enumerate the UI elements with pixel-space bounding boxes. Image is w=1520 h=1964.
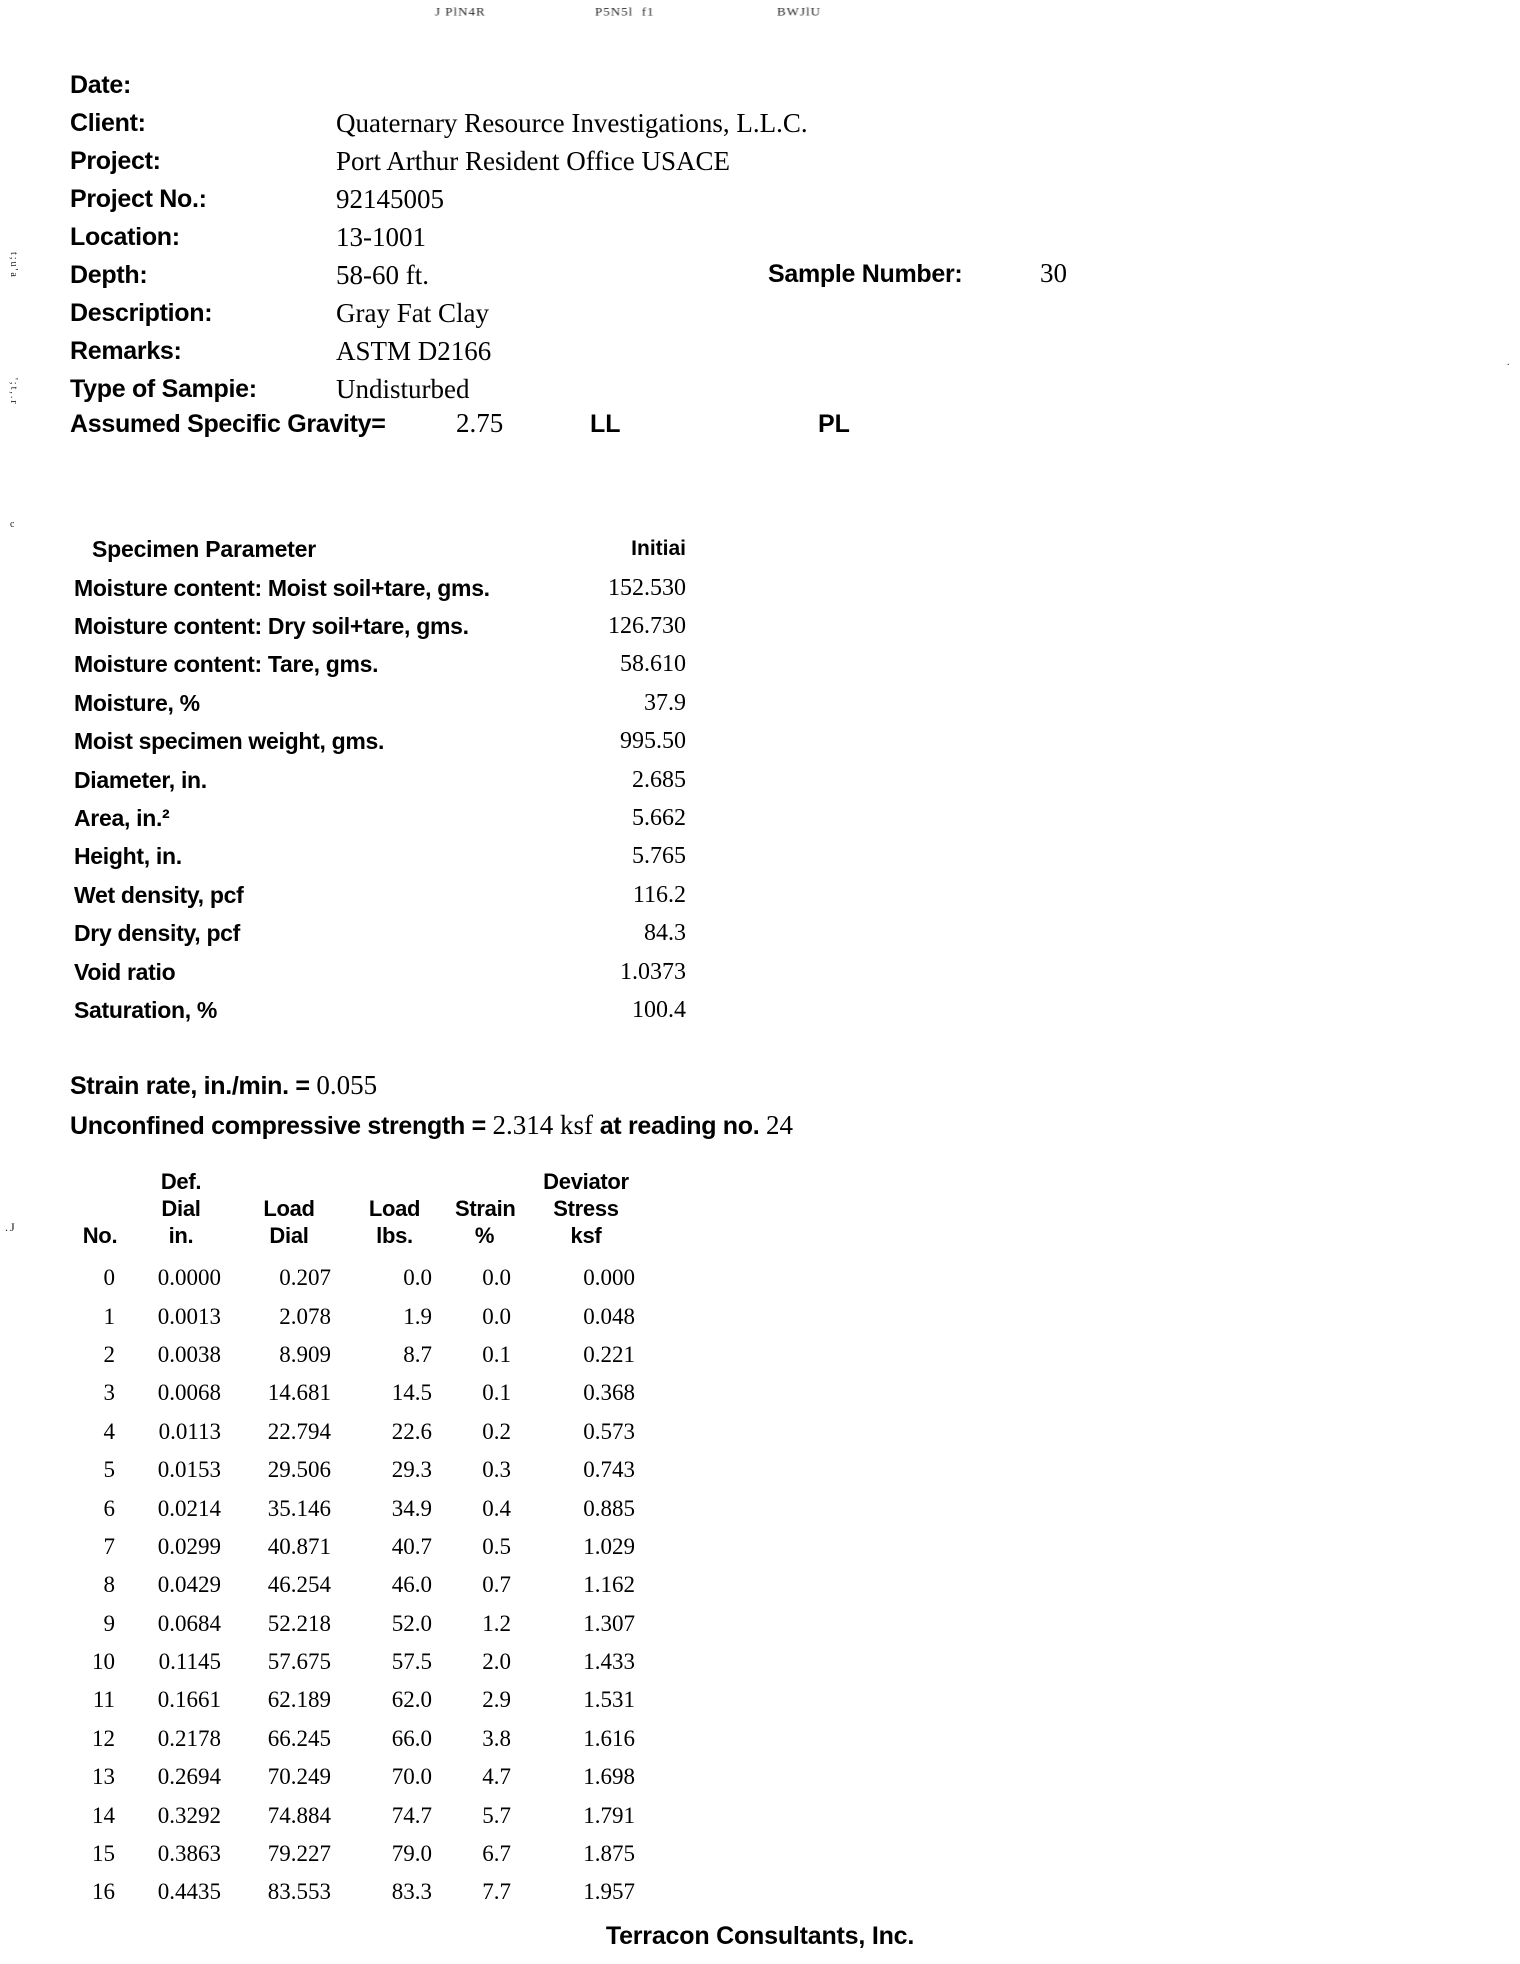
cell-strain-pct: 4.7: [482, 1764, 511, 1790]
specimen-parameter-table: [74, 529, 686, 1030]
cell-def-dial-in: 0.0153: [157, 1457, 221, 1483]
reading-number-value: 24: [766, 1110, 794, 1140]
unconfined-strength-label: Unconfined compressive strength =: [70, 1112, 493, 1140]
cell-load-lbs: 0.0: [403, 1265, 432, 1291]
cell-def-dial-in: 0.0299: [157, 1533, 221, 1559]
sample-number-value: 30: [1040, 258, 1067, 288]
cell-strain-pct: 2.9: [482, 1687, 511, 1713]
cell-load-lbs: 22.6: [391, 1418, 432, 1444]
info-row: [70, 370, 1370, 408]
cell-load-lbs: 14.5: [391, 1380, 432, 1406]
header-cell-load-dial: Load: [263, 1196, 315, 1221]
specimen-parameter-value: 5.765: [632, 843, 686, 870]
cell-load-dial: 66.245: [267, 1725, 331, 1751]
specimen-parameter-label: Moisture content: Moist soil+tare, gms.: [74, 574, 490, 601]
cell-def-dial-in: 0.0068: [157, 1380, 221, 1406]
cell-load-lbs: 40.7: [391, 1533, 432, 1559]
cell-deviator-stress-ksf: 1.307: [583, 1610, 635, 1636]
cell-deviator-stress-ksf: 0.743: [583, 1457, 635, 1483]
info-row-label: Type of Sampie:: [70, 374, 257, 403]
readings-header-row: [62, 1195, 662, 1222]
at-reading-no-label: at reading no.: [593, 1112, 767, 1140]
cell-reading-no: 0: [103, 1265, 115, 1291]
assumed-specific-gravity-value: 2.75: [456, 408, 504, 438]
header-cell-strain: [435, 1168, 514, 1195]
cell-reading-no: 14: [92, 1802, 115, 1828]
cell-load-dial: 57.675: [267, 1649, 331, 1675]
cell-load-dial: 62.189: [267, 1687, 331, 1713]
cell-strain-pct: 2.0: [482, 1649, 511, 1675]
scan-artifact: P5N5l f1: [595, 5, 655, 18]
readings-table-row: [62, 1605, 662, 1643]
info-row-value: ASTM D2166: [336, 335, 492, 366]
strain-rate-label: Strain rate, in./min. =: [70, 1072, 317, 1100]
cell-strain-pct: 0.2: [482, 1418, 511, 1444]
readings-table-row: [62, 1643, 662, 1681]
specimen-parameter-label: Area, in.²: [74, 805, 170, 832]
cell-def-dial-in: 0.0013: [157, 1303, 221, 1329]
specimen-parameter-value: 100.4: [632, 996, 686, 1023]
cell-def-dial-in: 0.1145: [158, 1649, 221, 1675]
cell-load-lbs: 1.9: [403, 1303, 432, 1329]
cell-load-dial: 22.794: [267, 1418, 331, 1444]
info-row-value: Quaternary Resource Investigations, L.L.C.: [336, 107, 808, 138]
cell-reading-no: 15: [92, 1841, 115, 1867]
cell-load-lbs: 34.9: [391, 1495, 432, 1521]
cell-deviator-stress-ksf: 1.616: [583, 1725, 635, 1751]
header-cell-no: [62, 1168, 118, 1195]
cell-def-dial-in: 0.2178: [157, 1725, 221, 1751]
cell-def-dial-in: 0.0038: [157, 1341, 221, 1367]
info-row-value: Undisturbed: [336, 373, 470, 404]
scan-artifact: BWJlU: [777, 5, 821, 18]
readings-table-body: [62, 1259, 662, 1912]
specimen-parameter-label: Dry density, pcf: [74, 920, 241, 947]
info-row: [70, 180, 1370, 218]
cell-deviator-stress-ksf: 0.368: [583, 1380, 635, 1406]
info-row: [70, 294, 1370, 332]
readings-table-row: [62, 1528, 662, 1566]
info-row-label: Project No.:: [70, 184, 207, 213]
cell-load-dial: 2.078: [279, 1303, 331, 1329]
cell-strain-pct: 0.1: [482, 1380, 511, 1406]
info-row: [70, 332, 1370, 370]
strain-rate-line: [70, 1070, 377, 1104]
info-row: [70, 142, 1370, 180]
header-cell-no: [62, 1195, 118, 1222]
cell-load-dial: 35.146: [267, 1495, 331, 1521]
cell-load-lbs: 57.5: [391, 1649, 432, 1675]
cell-def-dial-in: 0.3863: [157, 1841, 221, 1867]
info-row-label: Description:: [70, 298, 213, 327]
header-cell-deviator-stress: Deviator: [543, 1169, 629, 1194]
cell-deviator-stress-ksf: 1.957: [583, 1879, 635, 1905]
cell-reading-no: 13: [92, 1764, 115, 1790]
specimen-parameter-value: 1.0373: [620, 958, 686, 985]
header-cell-no: No.: [82, 1223, 118, 1248]
cell-reading-no: 12: [92, 1725, 115, 1751]
specimen-parameter-value: 2.685: [632, 766, 686, 793]
header-cell-load-lbs: Load: [368, 1196, 421, 1221]
cell-deviator-stress-ksf: 1.433: [583, 1649, 635, 1675]
readings-table-row: [62, 1873, 662, 1911]
specimen-parameter-label: Moisture content: Tare, gms.: [74, 651, 379, 678]
cell-reading-no: 5: [103, 1457, 115, 1483]
specimen-initial-column-header: Initiai: [631, 537, 686, 560]
unconfined-strength-value: 2.314 ksf: [492, 1110, 594, 1140]
specimen-parameter-value: 116.2: [632, 881, 686, 908]
company-footer: Terracon Consultants, Inc.: [605, 1922, 915, 1950]
scan-artifact: c: [10, 519, 17, 530]
assumed-specific-gravity-label: Assumed Specific Gravity=: [70, 410, 386, 438]
header-cell-deviator-stress: Stress: [553, 1196, 619, 1221]
cell-load-lbs: 74.7: [391, 1802, 432, 1828]
cell-reading-no: 16: [92, 1879, 115, 1905]
cell-load-lbs: 66.0: [391, 1725, 432, 1751]
specimen-parameter-label: Height, in.: [74, 843, 182, 870]
scan-artifact: t;u'a: [8, 252, 19, 279]
info-row-value: 58-60 ft.: [336, 259, 429, 290]
specimen-parameter-label: Diameter, in.: [74, 766, 207, 793]
cell-load-lbs: 8.7: [403, 1341, 432, 1367]
cell-def-dial-in: 0.0429: [157, 1572, 221, 1598]
plastic-limit-label: PL: [818, 410, 850, 438]
header-cell-strain: %: [474, 1223, 495, 1248]
cell-deviator-stress-ksf: 0.221: [583, 1341, 635, 1367]
specimen-table-rows: [74, 569, 686, 1030]
cell-strain-pct: 0.1: [482, 1341, 511, 1367]
cell-def-dial-in: 0.3292: [157, 1802, 221, 1828]
cell-reading-no: 1: [103, 1303, 115, 1329]
report-header-info: [70, 66, 1370, 408]
cell-strain-pct: 7.7: [482, 1879, 511, 1905]
cell-deviator-stress-ksf: 1.875: [583, 1841, 635, 1867]
unconfined-strength-line: [70, 1110, 793, 1144]
cell-load-dial: 79.227: [267, 1841, 331, 1867]
cell-def-dial-in: 0.0000: [157, 1265, 221, 1291]
specimen-table-header-row: [74, 529, 686, 569]
info-row-label: Date:: [70, 70, 132, 99]
cell-strain-pct: 0.4: [482, 1495, 511, 1521]
info-row: [70, 104, 1370, 142]
specimen-table-row: [74, 684, 686, 722]
readings-table-row: [62, 1681, 662, 1719]
cell-load-dial: 8.909: [279, 1341, 331, 1367]
cell-strain-pct: 5.7: [482, 1802, 511, 1828]
readings-table-row: [62, 1451, 662, 1489]
sample-number-label: Sample Number:: [768, 260, 963, 288]
cell-strain-pct: 0.0: [482, 1265, 511, 1291]
cell-deviator-stress-ksf: 1.029: [583, 1533, 635, 1559]
info-row-value: 13-1001: [336, 221, 426, 252]
scan-artifact: ';t,.r: [8, 378, 19, 406]
readings-header-row: [62, 1222, 662, 1249]
readings-table-row: [62, 1336, 662, 1374]
specimen-table-row: [74, 646, 686, 684]
specimen-parameter-label: Moisture, %: [74, 689, 200, 716]
cell-load-dial: 46.254: [267, 1572, 331, 1598]
cell-reading-no: 9: [103, 1610, 115, 1636]
cell-load-dial: 0.207: [279, 1265, 331, 1291]
cell-def-dial-in: 0.2694: [157, 1764, 221, 1790]
specimen-table-row: [74, 838, 686, 876]
readings-table-row: [62, 1489, 662, 1527]
cell-reading-no: 7: [103, 1533, 115, 1559]
cell-strain-pct: 3.8: [482, 1725, 511, 1751]
cell-reading-no: 10: [92, 1649, 115, 1675]
specimen-parameter-value: 58.610: [620, 651, 686, 678]
info-row-label: Depth:: [70, 260, 148, 289]
cell-deviator-stress-ksf: 1.698: [583, 1764, 635, 1790]
info-row: [70, 218, 1370, 256]
specimen-parameter-value: 84.3: [644, 920, 686, 947]
cell-load-lbs: 83.3: [391, 1879, 432, 1905]
cell-def-dial-in: 0.4435: [157, 1879, 221, 1905]
cell-reading-no: 4: [103, 1418, 115, 1444]
cell-load-lbs: 79.0: [391, 1841, 432, 1867]
specimen-table-row: [74, 723, 686, 761]
specimen-table-row: [74, 607, 686, 645]
cell-load-dial: 40.871: [267, 1533, 331, 1559]
cell-reading-no: 6: [103, 1495, 115, 1521]
cell-deviator-stress-ksf: 0.573: [583, 1418, 635, 1444]
info-row-value: Port Arthur Resident Office USACE: [336, 145, 730, 176]
cell-reading-no: 8: [103, 1572, 115, 1598]
readings-table-row: [62, 1835, 662, 1873]
specimen-parameter-value: 126.730: [608, 613, 686, 640]
cell-deviator-stress-ksf: 1.162: [583, 1572, 635, 1598]
cell-strain-pct: 0.0: [482, 1303, 511, 1329]
cell-deviator-stress-ksf: 1.791: [583, 1802, 635, 1828]
cell-load-dial: 70.249: [267, 1764, 331, 1790]
info-row-label: Location:: [70, 222, 180, 251]
cell-strain-pct: 0.7: [482, 1572, 511, 1598]
liquid-limit-label: LL: [590, 410, 621, 438]
readings-table-row: [62, 1259, 662, 1297]
cell-deviator-stress-ksf: 0.885: [583, 1495, 635, 1521]
header-cell-load-dial: Dial: [269, 1223, 309, 1248]
cell-load-dial: 52.218: [267, 1610, 331, 1636]
cell-load-lbs: 62.0: [391, 1687, 432, 1713]
cell-load-lbs: 52.0: [391, 1610, 432, 1636]
cell-strain-pct: 0.5: [482, 1533, 511, 1559]
cell-def-dial-in: 0.0684: [157, 1610, 221, 1636]
cell-strain-pct: 1.2: [482, 1610, 511, 1636]
header-cell-load-dial: [224, 1168, 334, 1195]
cell-load-dial: 29.506: [267, 1457, 331, 1483]
specimen-parameter-label: Moisture content: Dry soil+tare, gms.: [74, 613, 469, 640]
cell-load-lbs: 46.0: [391, 1572, 432, 1598]
header-cell-strain: Strain: [455, 1196, 516, 1221]
header-cell-load-lbs: [334, 1168, 435, 1195]
cell-load-dial: 74.884: [267, 1802, 331, 1828]
cell-deviator-stress-ksf: 1.531: [583, 1687, 635, 1713]
specimen-parameter-value: 5.662: [632, 805, 686, 832]
info-row-label: Project:: [70, 146, 161, 175]
cell-def-dial-in: 0.0214: [157, 1495, 221, 1521]
cell-reading-no: 3: [103, 1380, 115, 1406]
readings-table-row: [62, 1720, 662, 1758]
cell-load-dial: 14.681: [267, 1380, 331, 1406]
specimen-table-row: [74, 876, 686, 914]
readings-header-row: [62, 1168, 662, 1195]
cell-reading-no: 11: [92, 1687, 115, 1713]
cell-load-lbs: 70.0: [391, 1764, 432, 1790]
specimen-parameter-value: 152.530: [608, 574, 686, 601]
info-row-value: 92145005: [336, 183, 444, 214]
info-row-value: Gray Fat Clay: [336, 297, 489, 328]
scan-artifact: J PlN4R: [435, 5, 486, 18]
cell-load-dial: 83.553: [267, 1879, 331, 1905]
readings-table-row: [62, 1413, 662, 1451]
readings-table-header: [62, 1168, 662, 1249]
info-row-label: Remarks:: [70, 336, 182, 365]
header-cell-def-dial: Def.: [160, 1169, 202, 1194]
specimen-table-row: [74, 799, 686, 837]
sample-number: [768, 256, 1188, 294]
specimen-parameter-value: 995.50: [620, 728, 686, 755]
specimen-parameter-label: Saturation, %: [74, 996, 218, 1023]
specimen-parameter-value: 37.9: [644, 689, 686, 716]
specimen-parameter-label: Moist specimen weight, gms.: [74, 728, 385, 755]
cell-reading-no: 2: [103, 1341, 115, 1367]
specimen-table-row: [74, 569, 686, 607]
specimen-table-row: [74, 991, 686, 1029]
cell-load-lbs: 29.3: [391, 1457, 432, 1483]
cell-def-dial-in: 0.0113: [158, 1418, 221, 1444]
specimen-table-row: [74, 953, 686, 991]
info-row: [70, 66, 1370, 104]
cell-deviator-stress-ksf: 0.048: [583, 1303, 635, 1329]
readings-table-row: [62, 1796, 662, 1834]
specimen-table-row: [74, 915, 686, 953]
readings-data-table: [62, 1168, 662, 1912]
scan-artifact: .J: [5, 1220, 17, 1234]
specimen-table-row: [74, 761, 686, 799]
specimen-parameter-label: Wet density, pcf: [74, 881, 244, 908]
info-row-label: Client:: [70, 108, 146, 137]
header-cell-def-dial: Dial: [161, 1196, 201, 1221]
cell-strain-pct: 0.3: [482, 1457, 511, 1483]
cell-deviator-stress-ksf: 0.000: [583, 1265, 635, 1291]
header-cell-deviator-stress: ksf: [570, 1223, 602, 1248]
cell-def-dial-in: 0.1661: [157, 1687, 221, 1713]
specimen-table-title: Specimen Parameter: [92, 535, 316, 562]
specimen-parameter-label: Void ratio: [74, 958, 176, 985]
readings-table-row: [62, 1374, 662, 1412]
strain-rate-value: 0.055: [316, 1070, 378, 1100]
readings-table-row: [62, 1297, 662, 1335]
header-cell-load-lbs: lbs.: [376, 1223, 413, 1248]
header-cell-def-dial: in.: [168, 1223, 194, 1248]
readings-table-row: [62, 1758, 662, 1796]
readings-table-row: [62, 1566, 662, 1604]
assumed-specific-gravity-row: [70, 406, 1070, 446]
cell-strain-pct: 6.7: [482, 1841, 511, 1867]
scan-artifact: .: [1507, 357, 1512, 368]
